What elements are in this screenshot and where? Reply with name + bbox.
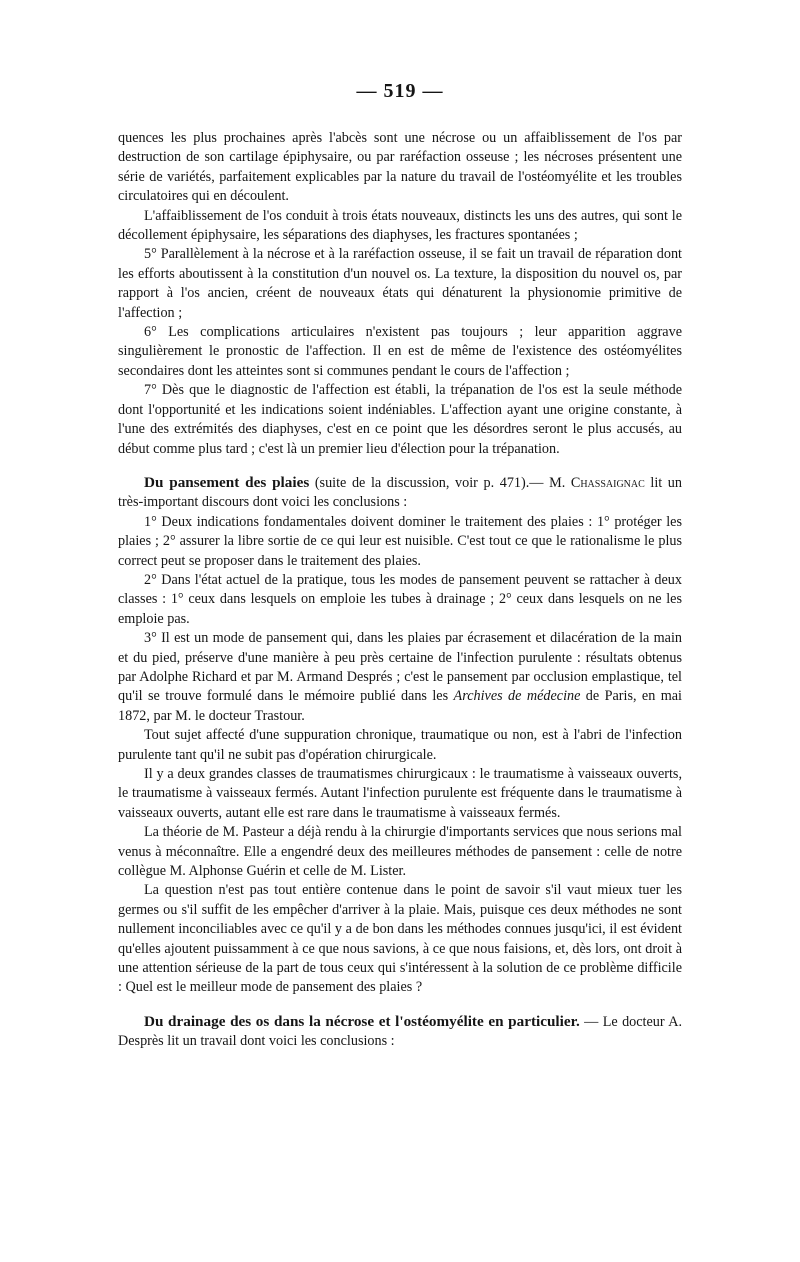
conclusion-3-text: 3° Il est un mode de pansement qui, dans les plaies par écrasement et dilacération de la main et du pied, préserve d'une manière à peu près certaine de l'infection purulente : résultats obtenus par Adolphe Richard et par M. Armand Després ; c'est le pansement par occlusion emplastique, tel qu'il se trouve formulé dans le mémoire publié dans les [118,630,682,705]
section-drainage-dash: — [579,1013,603,1030]
conclusion-1: 1° Deux indications fondamentales doivent dominer le traitement des plaies : 1° protéger les plaies ; 2° assurer la libre sortie de ce qui leur est nuisible. C'est tout ce que le rationalisme le plus correct peut se proposer dans le traitement des plaies. [118,513,682,569]
section-dressing-intro [118,473,682,513]
section-heading-dressing-tail: (suite de la discussion, voir p. 471). [309,474,530,491]
paragraph-pasteur: La théorie de M. Pasteur a déjà rendu à la chirurgie d'importants services que nous serions mal venus à méconnaître. Elle a engendré deux des meilleures méthodes de pansement : celle de notre collègue M. Alphonse Guérin et celle de M. Lister. [118,824,682,880]
section-heading-dressing: Du pansement des plaies [144,473,310,491]
paragraph-question: La question n'est pas tout entière contenue dans le point de savoir s'il vaut mieux tuer les germes ou s'il suffit de les empêcher d'arriver à la plaie. Mais, puisque ces deux méthodes ne sont nullement inconciliables avec ce qu'il y a de bon dans les méthodes connues jusqu'ici, il est évident qu'elles ajoutent puissamment à ce que nous savions, à ce que nous faisions, et, dès lors, ont droit à une attention sérieuse de la part de tous ceux qui s'intéressent à la solution de ce problème difficile : Quel est le meilleur mode de pansement des plaies ? [118,882,682,996]
conclusion-3-tail: de Paris, en mai 1872, par M. le docteur Trastour. [118,688,682,724]
intro-tail: lit un très-important discours dont voici les conclusions : [118,474,682,511]
conclusion-2: 2° Dans l'état actuel de la pratique, tous les modes de pansement peuvent se rattacher à deux classes : 1° ceux dans lesquels on emploie les tubes à drainage ; 2° ceux dans lesquels on ne les emploie pas. [118,571,682,627]
paragraph-point-7: 7° Dès que le diagnostic de l'affection est établi, la trépanation de l'os est la seule méthode dont l'opportunité et les indications soient indéniables. L'affection ayant une origine constante, à l'une des extrémités des diaphyses, c'est en ce point que les désordres seront le plus accusés, au début comme plus tard ; c'est là un premier lieu d'élection pour la trépanation. [118,382,682,457]
paragraph-traumatism-classes: Il y a deux grandes classes de traumatismes chirurgicaux : le traumatisme à vaisseaux ouverts, le traumatisme à vaisseaux fermés. Autant l'infection purulente est fréquente dans le traumatisme à vaisseaux ouverts, autant elle est rare dans le traumatisme à vaisseaux fermés. [118,766,682,821]
paragraph-continuation: quences les plus prochaines après l'abcès sont une nécrose ou un affaiblissement de l'os par destruction de son cartilage épiphysaire, ou par raréfaction osseuse ; les nécroses présentent une série de variétés, parfaitement explicables par la nature du travail de l'ostéomyélite et les troubles circulatoires qui en découlent. [118,130,682,205]
section-heading-drainage: Du drainage des os dans la nécrose et l'ostéomyélite en particulier. [144,1012,580,1030]
author-name: Chassaignac [570,474,645,491]
page-number: — 519 — [356,80,444,102]
body-text [118,129,682,1052]
paragraph-suppuration: Tout sujet affecté d'une suppuration chronique, traumatique ou non, est à l'abri de l'infection purulente tant qu'il ne subit pas d'opération chirurgicale. [118,727,682,763]
paragraph-point-5: 5° Parallèlement à la nécrose et à la raréfaction osseuse, il se fait un travail de réparation dont les efforts aboutissent à la constitution d'un nouvel os. La texture, la disposition du nouvel os, par rapport à l'os ancien, créent de nouveaux états qui dénaturent la physionomie primitive de l'affection ; [118,246,682,321]
journal-title: Archives de médecine [453,688,581,705]
section-drainage-tail: Le docteur A. Desprès lit un travail dont voici les conclusions : [118,1013,683,1050]
paragraph-weakening: L'affaiblissement de l'os conduit à trois états nouveaux, distincts les uns des autres, qui sont le décollement épiphysaire, les séparations des diaphyses, les fractures spontanées ; [118,207,682,244]
author-prefix: — M. [529,474,571,491]
conclusion-3 [118,629,682,726]
section-drainage-intro [118,1012,682,1052]
paragraph-point-6: 6° Les complications articulaires n'existent pas toujours ; leur apparition aggrave singulièrement le pronostic de l'affection. Il en est de même de l'existence des ostéomyélites secondaires dont les atteintes sont si communes pendant le cours de l'affection ; [118,324,682,379]
